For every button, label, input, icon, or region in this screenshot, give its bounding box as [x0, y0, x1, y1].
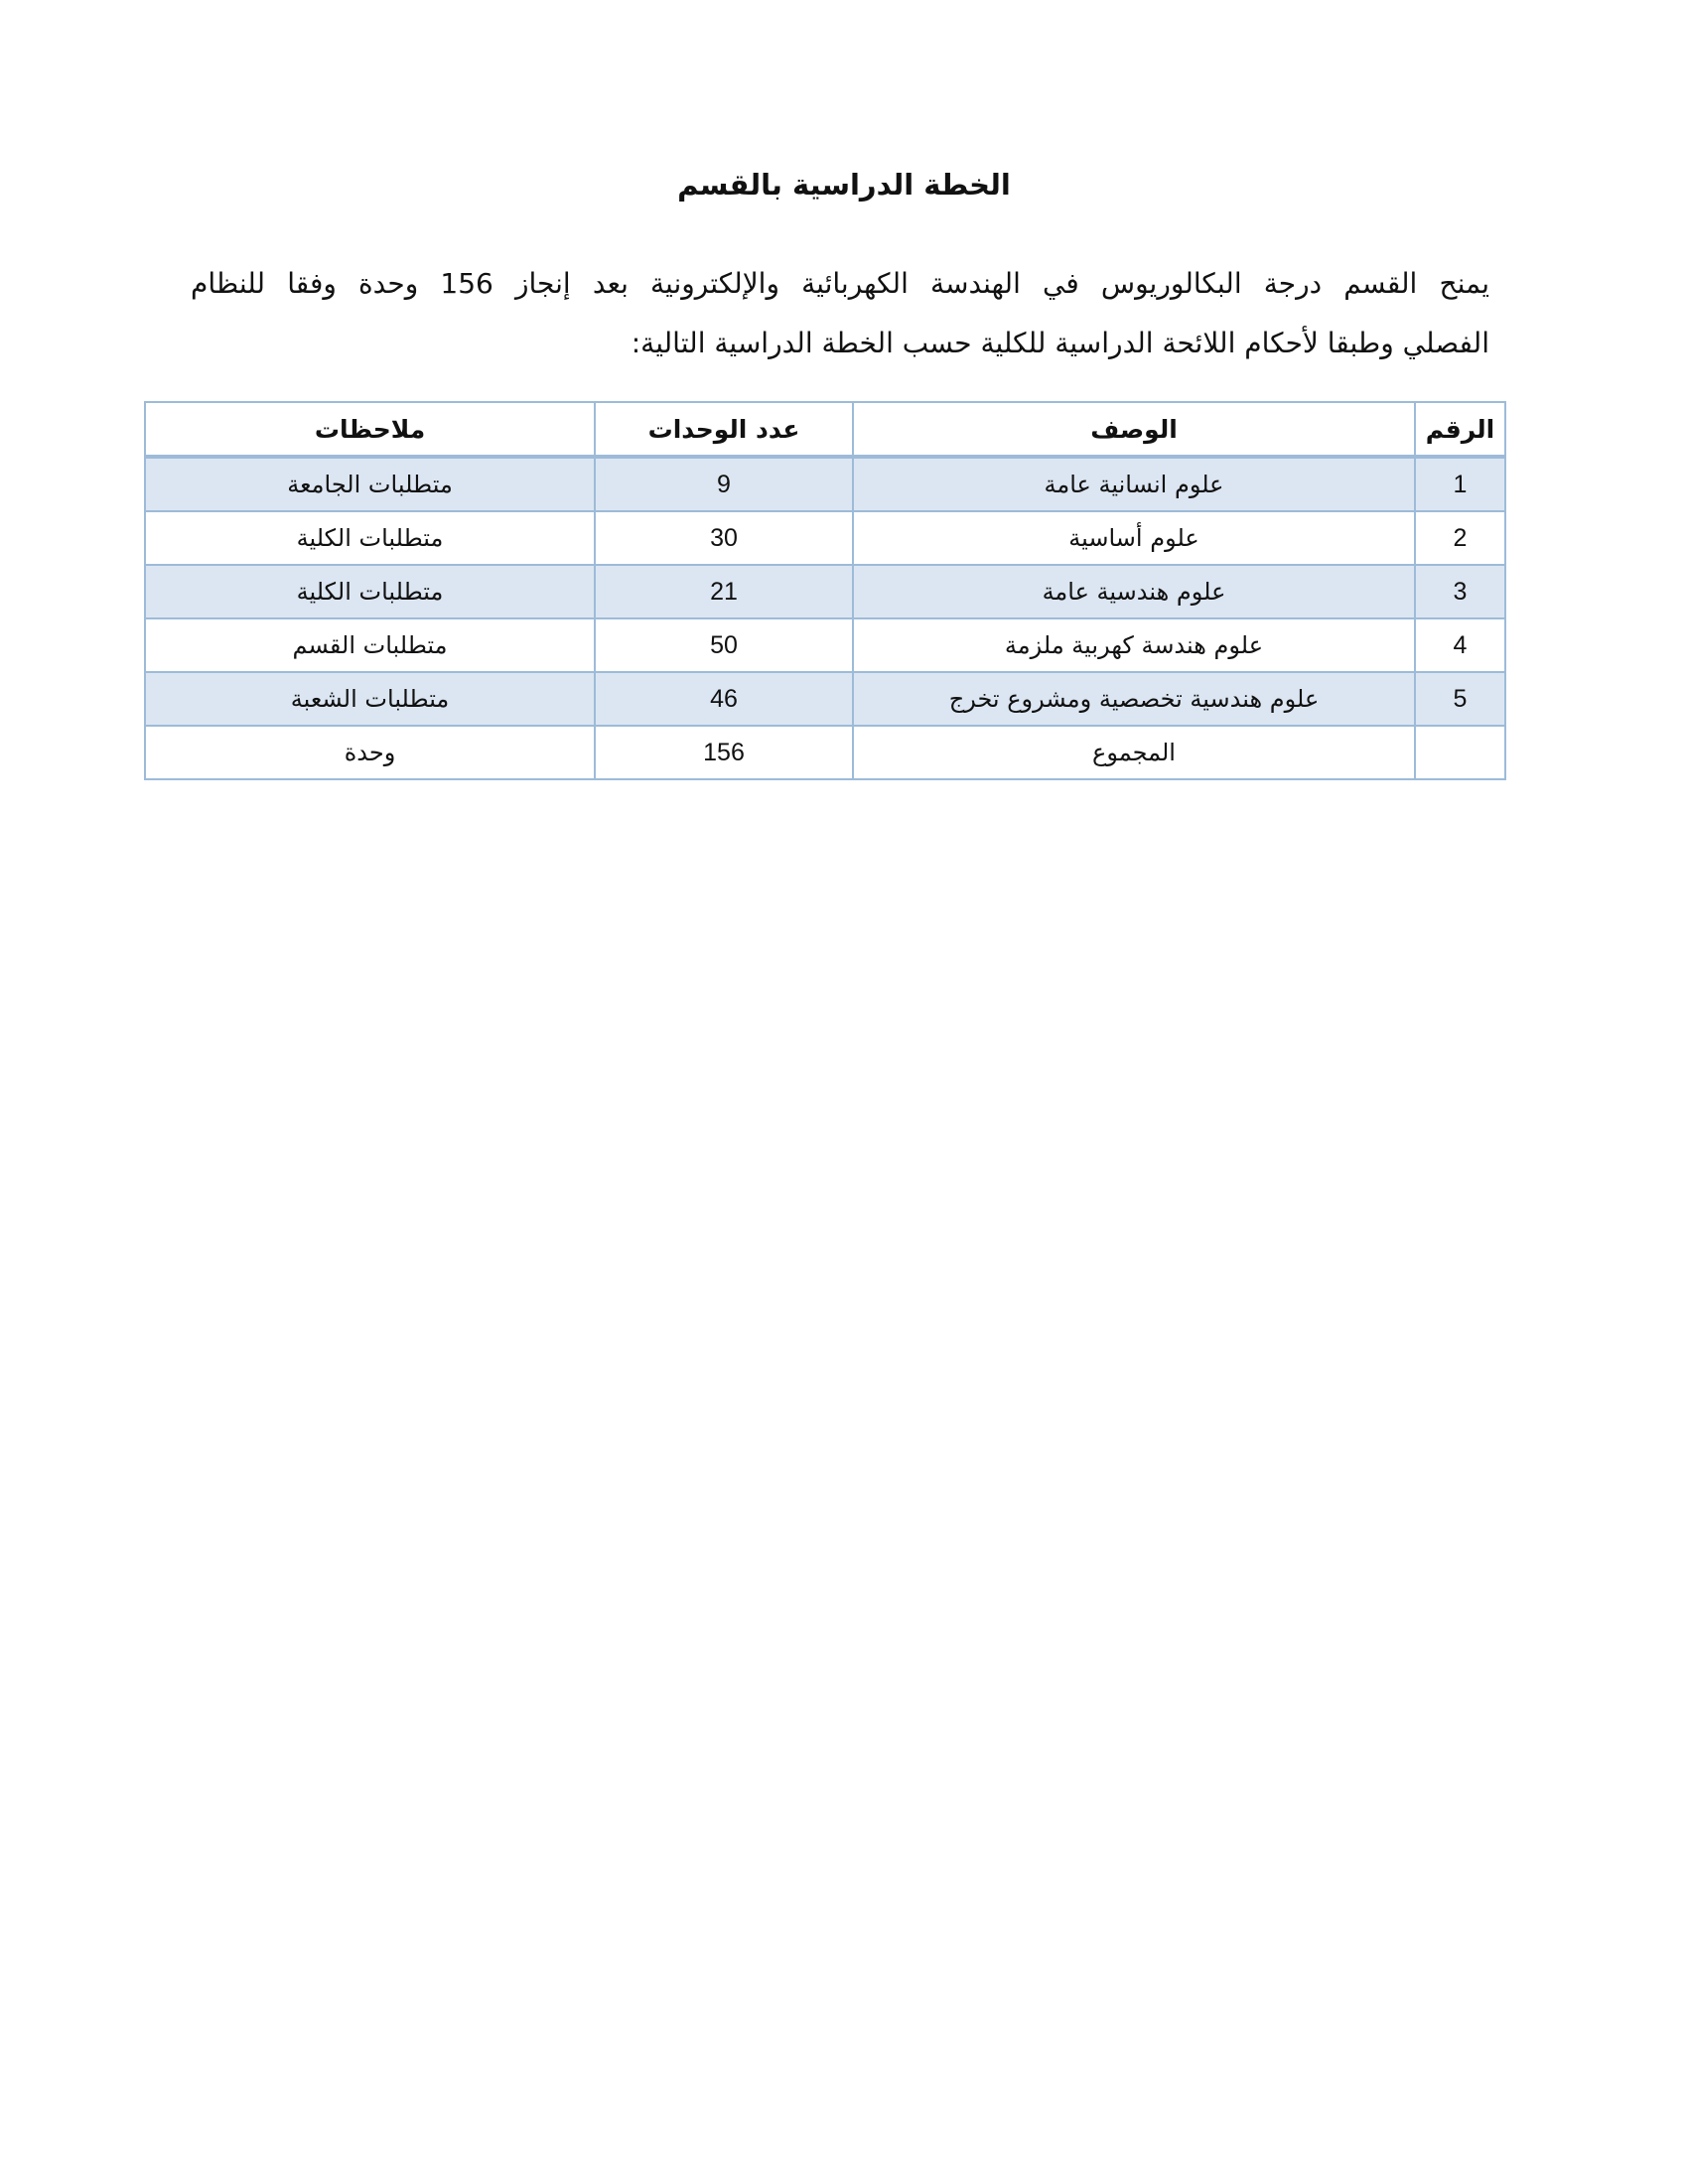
- cell-description: علوم أساسية: [853, 511, 1415, 565]
- table-header-row: [145, 402, 1505, 457]
- cell-description: علوم هندسية تخصصية ومشروع تخرج: [853, 672, 1415, 726]
- table-total-row: [145, 726, 1505, 779]
- total-notes: وحدة: [145, 726, 595, 779]
- cell-notes: متطلبات الكلية: [145, 511, 595, 565]
- total-units: 156: [595, 726, 853, 779]
- page-title: الخطة الدراسية بالقسم: [677, 168, 1011, 202]
- cell-number: 5: [1415, 672, 1505, 726]
- cell-description: علوم هندسة كهربية ملزمة: [853, 618, 1415, 672]
- cell-notes: متطلبات القسم: [145, 618, 595, 672]
- cell-units: 30: [595, 511, 853, 565]
- header-notes: ملاحظات: [145, 402, 595, 457]
- cell-units: 46: [595, 672, 853, 726]
- cell-units: 9: [595, 457, 853, 511]
- total-label: المجموع: [853, 726, 1415, 779]
- intro-line-2: الفصلي وطبقا لأحكام اللائحة الدراسية للكلية حسب الخطة الدراسية التالية:: [631, 327, 1489, 359]
- intro-paragraph: [191, 254, 1489, 373]
- cell-notes: متطلبات الشعبة: [145, 672, 595, 726]
- cell-units: 50: [595, 618, 853, 672]
- table-row: [145, 511, 1505, 565]
- cell-units: 21: [595, 565, 853, 618]
- cell-notes: متطلبات الجامعة: [145, 457, 595, 511]
- cell-description: علوم انسانية عامة: [853, 457, 1415, 511]
- cell-number: 4: [1415, 618, 1505, 672]
- cell-number: 1: [1415, 457, 1505, 511]
- table-row: [145, 618, 1505, 672]
- table-row: [145, 457, 1505, 511]
- cell-description: علوم هندسية عامة: [853, 565, 1415, 618]
- cell-number: 3: [1415, 565, 1505, 618]
- study-plan-table: [144, 401, 1506, 780]
- cell-notes: متطلبات الكلية: [145, 565, 595, 618]
- header-units: عدد الوحدات: [595, 402, 853, 457]
- cell-number: 2: [1415, 511, 1505, 565]
- total-number: [1415, 726, 1505, 779]
- table-row: [145, 565, 1505, 618]
- header-number: الرقم: [1415, 402, 1505, 457]
- table-row: [145, 672, 1505, 726]
- header-description: الوصف: [853, 402, 1415, 457]
- intro-line-1: يمنح القسم درجة البكالوريوس في الهندسة الكهربائية والإلكترونية بعد إنجاز 156 وحدة وفقا للنظام: [191, 267, 1490, 300]
